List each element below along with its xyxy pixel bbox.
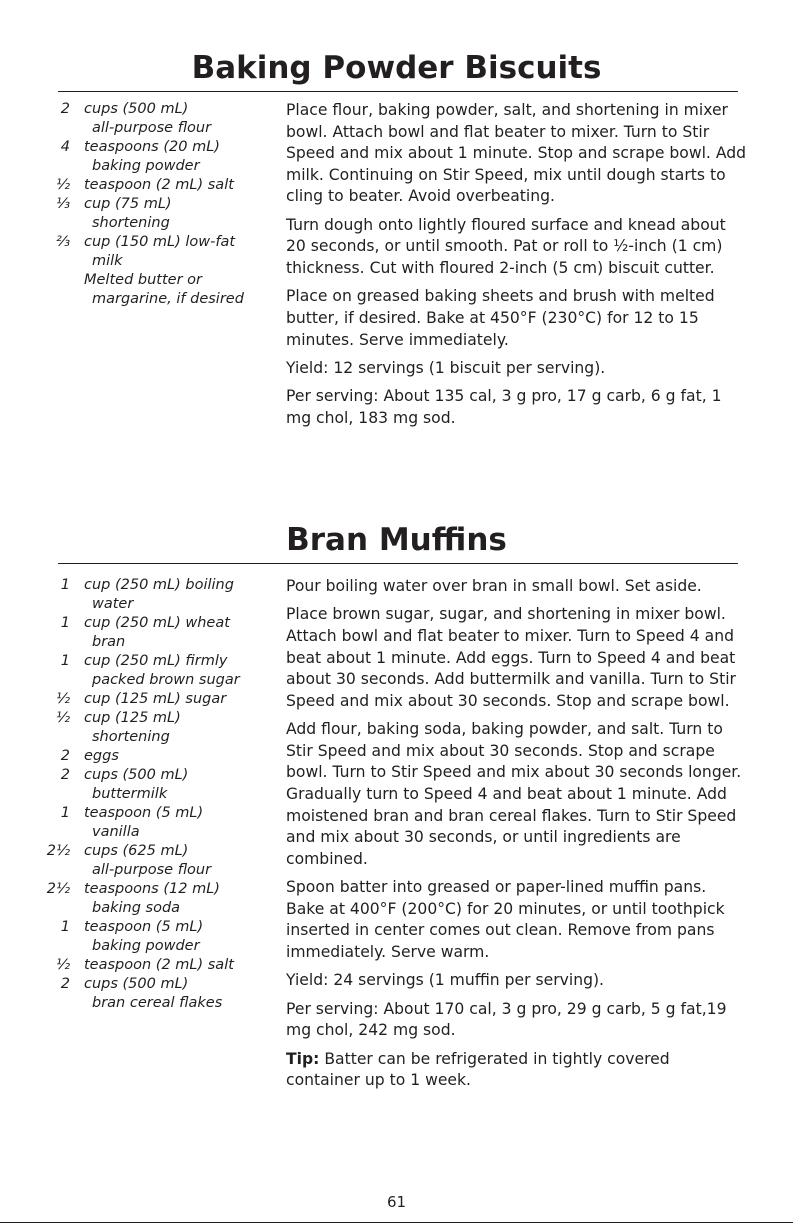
ingredient-list-bran-muffins [42,576,277,1013]
ingredient-list-biscuits [42,100,277,309]
ingredient-item [42,975,277,1013]
nutrition-text: Per serving: About 170 cal, 3 g pro, 29 g carb, 5 g fat,19 mg chol, 242 mg sod. [286,999,727,1040]
direction-paragraph: Place on greased baking sheets and brush with melted butter, if desired. Bake at 450°F (230°C) for 12 to 15 minutes. Serve immediately. [286,287,715,349]
ingredient-item [42,271,277,309]
ingredient-text: cups (500 mL) [84,101,189,117]
directions-bran-muffins [286,576,748,1099]
ingredient-quantity: 2 [60,748,70,764]
ingredient-item [42,100,277,138]
title-rule [58,91,738,92]
ingredient-quantity: 1 [60,919,70,935]
ingredient-quantity: ½ [55,957,70,973]
directions-biscuits [286,100,748,436]
ingredient-item [42,766,277,804]
ingredient-item [42,614,277,652]
ingredient-text: teaspoons (12 mL) [84,881,220,897]
ingredient-item [42,918,277,956]
ingredient-quantity: 2 [60,101,70,117]
ingredient-quantity: 1 [60,577,70,593]
ingredient-text-continued: shortening [92,729,170,745]
ingredient-quantity: 2½ [46,843,70,859]
direction-paragraph: Turn dough onto lightly floured surface and knead about 20 seconds, or until smooth. Pat or roll to ½-inch (1 cm) thickness. Cut with floured 2-inch (5 cm) biscuit cutter. [286,215,726,277]
direction-paragraph: Spoon batter into greased or paper-lined muffin pans. Bake at 400°F (200°C) for 20 minutes, or until toothpick inserted in center comes out clean. Remove from pans immediately. Serve warm. [286,878,725,961]
ingredient-text: cup (125 mL) [84,710,181,726]
ingredient-text-continued: bran cereal flakes [92,995,223,1011]
ingredient-text-continued: packed brown sugar [92,672,240,688]
ingredient-text: cups (500 mL) [84,976,189,992]
ingredient-text-continued: all-purpose flour [92,120,212,136]
tip-text [286,1049,748,1092]
ingredient-text-continued: shortening [92,215,170,231]
direction-paragraph: Pour boiling water over bran in small bowl. Set aside. [286,577,702,595]
ingredient-text: teaspoon (5 mL) [84,919,204,935]
ingredient-text: cup (250 mL) wheat [84,615,230,631]
ingredient-item [42,233,277,271]
ingredient-text: cup (250 mL) boiling [84,577,234,593]
ingredient-quantity: 2 [60,767,70,783]
ingredient-item [42,880,277,918]
ingredient-text: cups (500 mL) [84,767,189,783]
ingredient-quantity: ½ [55,177,70,193]
page-number: 61 [386,1193,407,1211]
bottom-rule [0,1222,793,1223]
ingredient-quantity: 1 [60,653,70,669]
ingredient-text-continued: margarine, if desired [92,291,244,307]
direction-paragraph: Place flour, baking powder, salt, and shortening in mixer bowl. Attach bowl and flat beater to mixer. Turn to Stir Speed and mix about 1 minute. Stop and scrape bowl. Add milk. Continuing on Stir Speed, mix until dough starts to cling to beater. Avoid overbeating. [286,101,747,206]
ingredient-quantity: 1 [60,805,70,821]
ingredient-text-continued: milk [92,253,123,269]
ingredient-text: teaspoons (20 mL) [84,139,220,155]
tip-label: Tip: [286,1049,320,1068]
ingredient-item [42,709,277,747]
ingredient-text-continued: baking powder [92,158,200,174]
ingredient-text: cup (125 mL) sugar [84,691,227,707]
ingredient-item [42,747,277,766]
ingredient-quantity: ⅔ [55,234,70,250]
ingredient-text-continued: water [92,596,134,612]
ingredient-text: cup (150 mL) low-fat [84,234,236,250]
ingredient-text-continued: baking powder [92,938,200,954]
ingredient-item [42,956,277,975]
recipe-title-bran-muffins: Bran Muffins [286,522,507,558]
ingredient-text-continued: bran [92,634,126,650]
yield-text: Yield: 24 servings (1 muffin per serving). [286,971,605,990]
title-rule [58,563,738,564]
ingredient-item [42,176,277,195]
tip-body: Batter can be refrigerated in tightly covered container up to 1 week. [286,1049,670,1090]
ingredient-quantity: 4 [60,139,70,155]
recipe-title-biscuits: Baking Powder Biscuits [191,50,602,86]
ingredient-text-continued: buttermilk [92,786,168,802]
yield-text: Yield: 12 servings (1 biscuit per serving). [286,358,606,377]
ingredient-text-continued: vanilla [92,824,140,840]
nutrition-text: Per serving: About 135 cal, 3 g pro, 17 g carb, 6 g fat, 1 mg chol, 183 mg sod. [286,387,722,427]
ingredient-item [42,138,277,176]
ingredient-text: teaspoon (2 mL) salt [84,957,234,973]
ingredient-text: cup (250 mL) firmly [84,653,228,669]
ingredient-text-continued: baking soda [92,900,181,916]
ingredient-text-continued: all-purpose flour [92,862,212,878]
ingredient-text: Melted butter or [84,272,202,288]
ingredient-item [42,652,277,690]
ingredient-text: cup (75 mL) [84,196,172,212]
ingredient-quantity: ⅓ [55,196,70,212]
ingredient-quantity: 1 [60,615,70,631]
ingredient-item [42,804,277,842]
ingredient-text: teaspoon (5 mL) [84,805,204,821]
ingredient-item [42,690,277,709]
ingredient-quantity: ½ [55,710,70,726]
direction-paragraph: Place brown sugar, sugar, and shortening in mixer bowl. Attach bowl and flat beater to mixer. Turn to Speed 4 and beat about 1 minute. Add eggs. Turn to Speed 4 and beat about 30 seconds. Add buttermilk and vanilla. Turn to Stir Speed and mix about 30 seconds. Stop and scrape bowl. [286,605,736,710]
direction-paragraph: Add flour, baking soda, baking powder, and salt. Turn to Stir Speed and mix about 30 seconds. Stop and scrape bowl. Turn to Stir Speed and mix about 30 seconds longer. Gradually turn to Speed 4 and beat about 1 minute. Add moistened bran and bran cereal flakes. Turn to Stir Speed and mix about 30 seconds, or until ingredients are combined. [286,720,742,868]
ingredient-text: teaspoon (2 mL) salt [84,177,234,193]
ingredient-quantity: 2½ [46,881,70,897]
ingredient-item [42,576,277,614]
ingredient-text: cups (625 mL) [84,843,189,859]
ingredient-item [42,195,277,233]
ingredient-item [42,842,277,880]
ingredient-quantity: 2 [60,976,70,992]
ingredient-text: eggs [84,748,119,764]
ingredient-quantity: ½ [55,691,70,707]
